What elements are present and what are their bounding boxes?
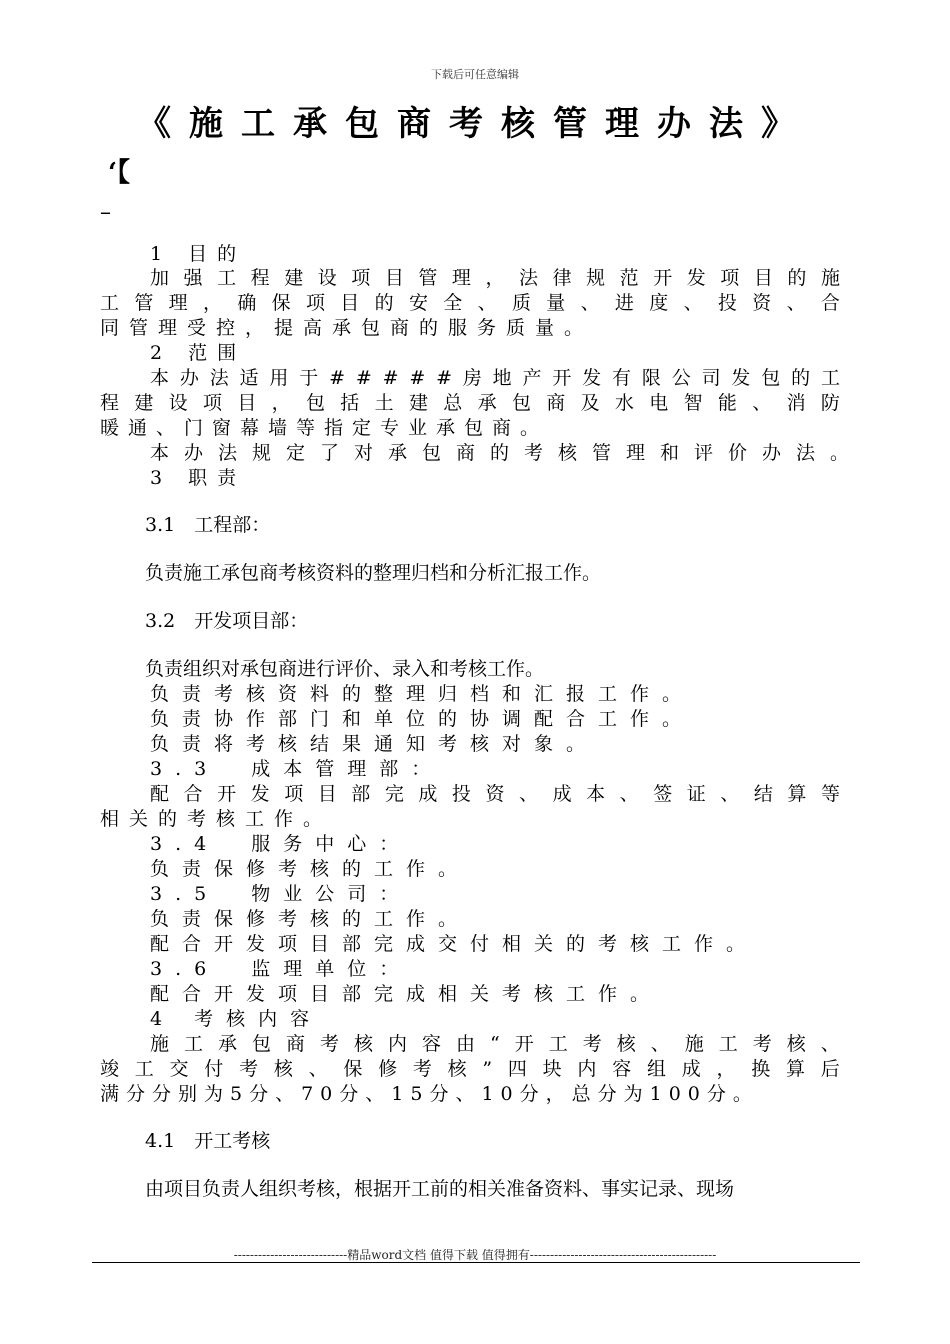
subsection-heading: 4.1 开工考核: [145, 1130, 271, 1152]
paragraph-line: 负责施工承包商考核资料的整理归档和分析汇报工作。: [145, 562, 602, 584]
paragraph-line: 本 办 法 适 用 于 # # # # # 房 地 产 开 发 有 限 公 司 发 包 的 工: [150, 367, 840, 389]
paragraph-line: 负责将考核结果通知考核对象。: [150, 733, 599, 755]
subsection-heading: 3.2 开发项目部：: [145, 610, 309, 632]
paragraph-line: 工 管 理 ， 确 保 项 目 的 安 全 、 质 量 、 进 度 、 投 资 、 合: [100, 292, 840, 314]
paragraph-line: 同管理受控，提高承包商的服务质量。: [100, 317, 594, 339]
header-note: 下载后可任意编辑: [431, 68, 519, 81]
paragraph-line: 配 合 开 发 项 目 部 完 成 投 资 、 成 本 、 签 证 、 结 算 等: [150, 783, 840, 805]
paragraph-line: 负责保修考核的工作。: [150, 908, 471, 930]
section-heading: 3 职责: [150, 467, 247, 489]
paragraph-line: 配合开发项目部完成交付相关的考核工作。: [150, 933, 759, 955]
paragraph-line: 本办法规定了对承包商的考核管理和评价办法。: [150, 442, 865, 464]
paragraph-line: 配合开发项目部完成相关考核工作。: [150, 983, 663, 1005]
paragraph-line: 满分分别为5分、70分、15分、10分，总分为100分。: [100, 1083, 759, 1105]
paragraph-line: 负责考核资料的整理归档和汇报工作。: [150, 683, 695, 705]
subsection-heading: 3.3 成本管理部：: [150, 758, 444, 780]
stray-dash: –: [100, 200, 111, 225]
subsection-heading: 3.1 工程部：: [145, 514, 271, 536]
paragraph-line: 相关的考核工作。: [100, 808, 333, 830]
paragraph-line: 竣 工 交 付 考 核 、 保 修 考 核 ” 四 块 内 容 组 成 ， 换 算 后: [100, 1058, 840, 1080]
footer-rule: [92, 1262, 860, 1263]
subsection-heading: 3.5 物业公司：: [150, 883, 412, 905]
subsection-heading: 3.4 服务中心：: [150, 833, 412, 855]
paragraph-line: 由项目负责人组织考核，根据开工前的相关准备资料、事实记录、现场: [145, 1178, 735, 1200]
paragraph-line: 负责组织对承包商进行评价、录入和考核工作。: [145, 658, 545, 680]
section-heading: 2 范围: [150, 342, 247, 364]
stray-marks: ‘【: [108, 158, 131, 188]
paragraph-line: 加 强 工 程 建 设 项 目 管 理 ， 法 律 规 范 开 发 项 目 的 施: [150, 267, 840, 289]
paragraph-line: 负责协作部门和单位的协调配合工作。: [150, 708, 695, 730]
section-heading: 4 考核内容: [150, 1008, 323, 1030]
subsection-heading: 3.6 监理单位：: [150, 958, 412, 980]
paragraph-line: 程 建 设 项 目 ， 包 括 土 建 总 承 包 商 及 水 电 智 能 、 消 防: [100, 392, 840, 414]
section-heading: 1 目的: [150, 243, 247, 265]
document-title: 《施工承包商考核管理办法》: [137, 104, 813, 144]
paragraph-line: 暖通、门窗幕墙等指定专业承包商。: [100, 417, 549, 439]
paragraph-line: 负责保修考核的工作。: [150, 858, 471, 880]
paragraph-line: 施 工 承 包 商 考 核 内 容 由 “ 开 工 考 核 、 施 工 考 核 、: [150, 1033, 840, 1055]
footer-note: ----------------------------精品word文档 值得下载 值得拥有----------------------------------------------: [233, 1248, 717, 1262]
